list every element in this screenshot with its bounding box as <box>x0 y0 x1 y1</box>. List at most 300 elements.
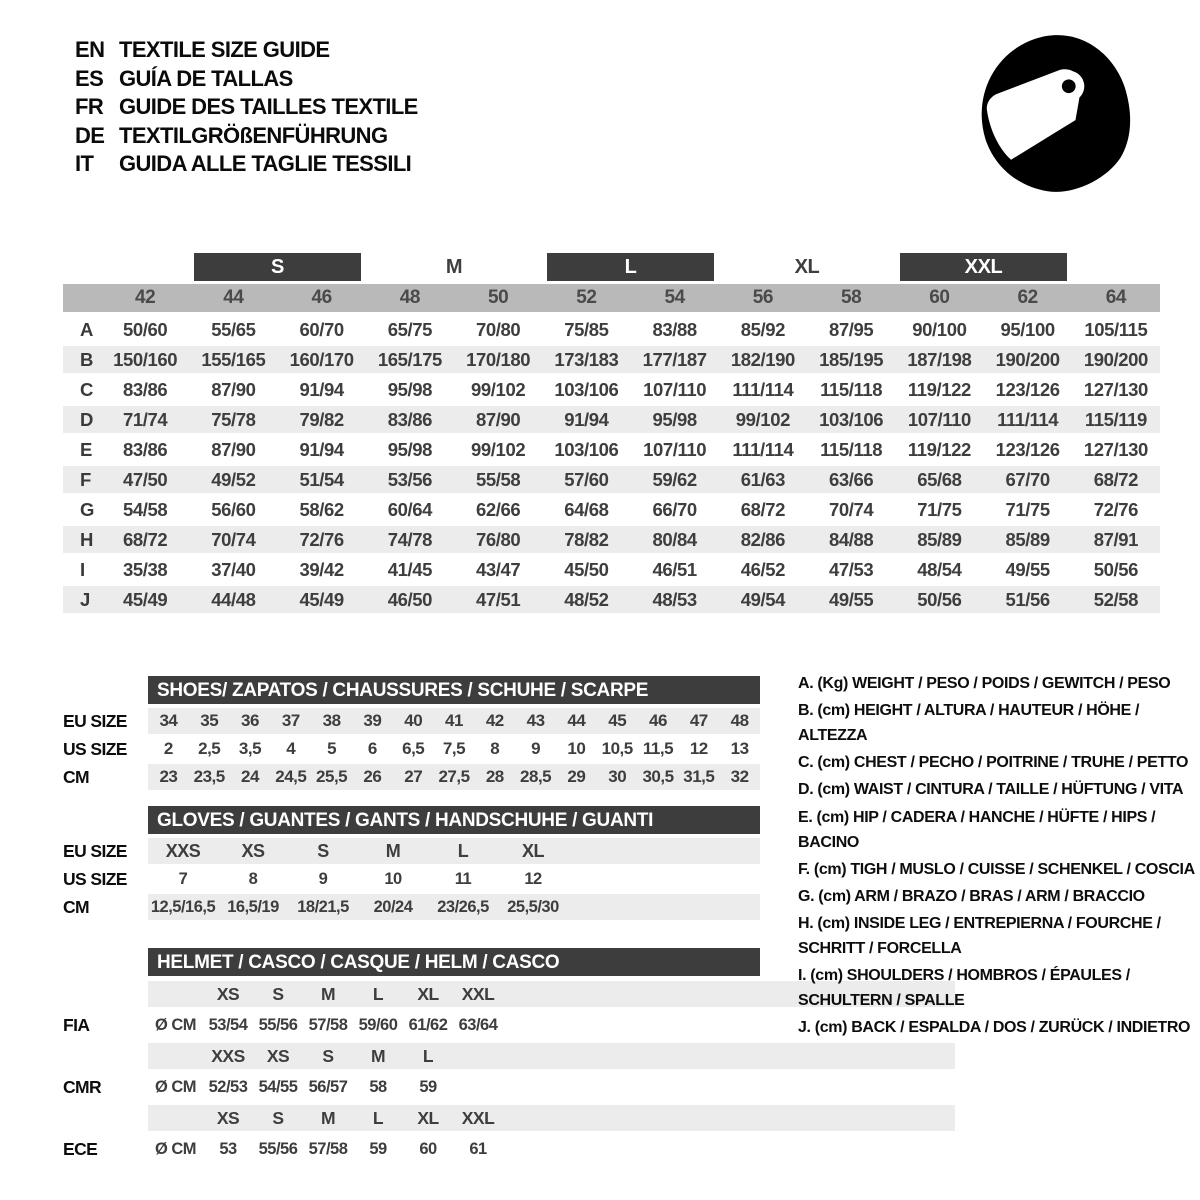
size-value: 56/60 <box>211 498 256 520</box>
size-table-row-g <box>63 496 1160 523</box>
row-label-us-size: US SIZE <box>63 738 127 759</box>
shoe-us-size: 9 <box>531 739 541 758</box>
helmet-size-label: M <box>320 1107 336 1128</box>
glove-cm-size: 18/21,5 <box>297 897 349 916</box>
helmet-cmr-values <box>148 1074 955 1100</box>
helmet-ece-sizes <box>148 1105 955 1131</box>
size-value: 71/75 <box>1005 498 1050 520</box>
size-value: 185/195 <box>819 348 884 370</box>
size-value: 35/38 <box>122 558 168 580</box>
shoe-cm-size: 24,5 <box>275 767 307 786</box>
size-value: 65/75 <box>387 318 433 340</box>
helmet-cmr-sizes-row <box>63 1043 955 1069</box>
size-value: 70/74 <box>211 528 256 550</box>
helmet-ece-value: 57/58 <box>308 1139 348 1158</box>
row-values <box>101 406 1160 433</box>
size-value: 87/91 <box>1093 528 1139 550</box>
size-value: 48/53 <box>652 588 697 610</box>
size-value: 123/126 <box>995 438 1060 460</box>
size-value: 47/51 <box>475 588 521 610</box>
size-value: 71/74 <box>122 408 168 430</box>
size-value: 95/98 <box>652 408 697 430</box>
glove-eu-size: M <box>385 840 401 861</box>
helmet-ece-values <box>148 1136 955 1162</box>
glove-eu-size: XL <box>521 840 544 861</box>
size-value: 170/180 <box>466 348 531 370</box>
row-letter: J <box>80 588 90 610</box>
size-band-header <box>63 253 1160 281</box>
numeric-size: 46 <box>311 287 332 308</box>
size-value: 91/94 <box>299 378 344 400</box>
size-value: 127/130 <box>1083 438 1148 460</box>
size-value: 107/110 <box>643 378 707 400</box>
size-value: 83/86 <box>387 408 433 430</box>
size-value: 119/122 <box>907 438 971 460</box>
size-value: 48/54 <box>917 558 962 580</box>
shoe-cm-size: 26 <box>363 767 382 786</box>
shoe-us-size: 12 <box>689 739 708 758</box>
numeric-sizes <box>101 284 1160 312</box>
shoe-eu-size: 47 <box>689 711 708 730</box>
shoe-eu-size: 44 <box>567 711 586 730</box>
glove-cm-size: 20/24 <box>373 897 413 916</box>
glove-us-size: 11 <box>454 869 472 888</box>
size-value: 83/86 <box>122 438 168 460</box>
size-value: 46/50 <box>387 588 433 610</box>
legend-item: A. (Kg) WEIGHT / PESO / POIDS / GEWITCH / PESO <box>798 675 1171 692</box>
size-value: 123/126 <box>995 378 1060 400</box>
shoe-cm-size: 28,5 <box>520 767 552 786</box>
shoe-us-size: 5 <box>327 739 337 758</box>
size-value: 165/175 <box>377 348 442 370</box>
helmet-size-label: XXL <box>461 983 495 1004</box>
size-value: 39/42 <box>299 558 344 580</box>
diameter-cm-unit: Ø CM <box>154 1077 197 1096</box>
size-value: 99/102 <box>471 378 526 400</box>
glove-us-size: 8 <box>248 869 258 888</box>
size-value: 62/66 <box>475 498 521 520</box>
helmet-size-label: XS <box>216 983 240 1004</box>
size-value: 177/187 <box>642 348 707 370</box>
shoe-us-size: 13 <box>730 739 749 758</box>
size-value: 84/88 <box>828 528 874 550</box>
helmet-cmr-value: 56/57 <box>308 1077 348 1096</box>
size-value: 87/95 <box>828 318 874 340</box>
legend-item: D. (cm) WAIST / CINTURA / TAILLE / HÜFTUNG / VITA <box>798 781 1184 799</box>
numeric-size: 52 <box>576 287 597 308</box>
size-value: 75/85 <box>564 318 609 340</box>
helmet-fia-value: 55/56 <box>258 1015 298 1034</box>
size-value: 91/94 <box>564 408 609 430</box>
helmet-ece-value: 61 <box>469 1139 487 1158</box>
language-code: IT <box>75 151 94 177</box>
shoe-eu-size: 43 <box>526 711 545 730</box>
gloves-eu-row <box>63 838 760 864</box>
size-value: 55/58 <box>475 468 521 490</box>
row-values <box>101 556 1160 583</box>
size-value: 115/118 <box>820 438 883 460</box>
language-code: FR <box>75 94 104 120</box>
size-value: 99/102 <box>735 408 790 430</box>
glove-eu-size: L <box>457 840 469 861</box>
legend-item: H. (cm) INSIDE LEG / ENTREPIERNA / FOURCHE / SCHRITT / FORCELLA <box>798 914 1161 958</box>
size-value: 103/106 <box>554 438 619 460</box>
legend-item: G. (cm) ARM / BRAZO / BRAS / ARM / BRACCIO <box>798 887 1145 905</box>
page-title-it: GUIDA ALLE TAGLIE TESSILI <box>119 151 412 177</box>
size-value: 82/86 <box>740 528 786 550</box>
size-table-row-d <box>63 406 1160 433</box>
helmet-size-label: XXS <box>211 1045 245 1066</box>
shoe-cm-size: 29 <box>567 767 586 786</box>
shoe-eu-size: 37 <box>281 711 300 730</box>
helmet-cmr-value: 58 <box>369 1077 387 1096</box>
shoe-eu-size: 36 <box>241 711 259 730</box>
size-value: 50/60 <box>122 318 168 340</box>
size-value: 52/58 <box>1093 588 1139 610</box>
helmet-ece-values-row <box>63 1136 955 1162</box>
helmet-size-label: XL <box>417 1107 439 1128</box>
numeric-size-band <box>63 284 1160 312</box>
glove-us-size: 7 <box>178 869 188 888</box>
size-value: 85/89 <box>917 528 962 550</box>
shoe-us-size: 2 <box>163 739 173 758</box>
size-value: 150/160 <box>113 348 178 370</box>
numeric-size: 50 <box>487 287 509 308</box>
helmet-cmr-value: 54/55 <box>258 1077 298 1096</box>
size-value: 57/60 <box>564 468 609 490</box>
size-table-row-a <box>63 316 1160 343</box>
language-row <box>75 65 418 94</box>
size-value: 45/49 <box>122 588 168 610</box>
size-value: 103/106 <box>554 378 619 400</box>
row-values <box>101 316 1160 343</box>
size-value: 160/170 <box>289 348 354 370</box>
size-value: 83/88 <box>652 318 697 340</box>
size-value: 95/98 <box>387 438 433 460</box>
size-value: 54/58 <box>122 498 168 520</box>
size-value: 45/50 <box>564 558 609 580</box>
shoe-eu-size: 48 <box>730 711 749 730</box>
language-row <box>75 93 418 122</box>
size-table-row-b <box>63 346 1160 373</box>
language-title-list <box>75 36 418 179</box>
size-value: 182/190 <box>730 348 795 370</box>
measurement-legend <box>798 671 1198 1043</box>
size-value: 107/110 <box>643 438 707 460</box>
shoe-us-size: 3,5 <box>238 739 262 758</box>
shoe-us-size: 10,5 <box>601 739 633 758</box>
language-code: EN <box>75 37 105 63</box>
row-letter: I <box>80 558 85 580</box>
glove-us-size: 12 <box>524 869 542 888</box>
helmet-title-bar: HELMET / CASCO / CASQUE / HELM / CASCO <box>148 948 760 976</box>
row-label-us-size: US SIZE <box>63 868 127 889</box>
size-value: 87/90 <box>211 378 256 400</box>
shoe-us-size: 11,5 <box>642 739 674 758</box>
size-value: 50/56 <box>917 588 962 610</box>
row-values <box>101 586 1160 613</box>
helmet-ece-value: 55/56 <box>258 1139 298 1158</box>
size-value: 105/115 <box>1084 318 1148 340</box>
numeric-size: 60 <box>929 287 950 308</box>
size-value: 78/82 <box>564 528 609 550</box>
size-value: 49/54 <box>740 588 786 610</box>
size-value: 83/86 <box>122 378 168 400</box>
shoe-us-size: 8 <box>490 739 500 758</box>
size-value: 115/118 <box>820 378 883 400</box>
legend-item: C. (cm) CHEST / PECHO / POITRINE / TRUHE / PETTO <box>798 754 1189 772</box>
numeric-size: 58 <box>840 287 862 308</box>
size-value: 103/106 <box>819 408 884 430</box>
row-values <box>101 496 1160 523</box>
size-value: 43/47 <box>475 558 521 580</box>
helmet-cmr-sizes <box>148 1043 955 1069</box>
row-label-cmr: CMR <box>63 1076 102 1097</box>
numeric-size: 44 <box>223 287 244 308</box>
size-value: 37/40 <box>211 558 256 580</box>
size-value: 91/94 <box>299 438 344 460</box>
shoe-cm-size: 24 <box>241 767 259 786</box>
row-letter: D <box>80 408 93 430</box>
row-values <box>101 436 1160 463</box>
helmet-size-label: XL <box>417 983 439 1004</box>
size-band-m: M <box>445 256 463 278</box>
helmet-size-label: S <box>272 1107 284 1128</box>
legend-item: F. (cm) TIGH / MUSLO / CUISSE / SCHENKEL / COSCIA <box>798 860 1195 878</box>
size-band-xxl: XXL <box>900 253 1067 281</box>
size-value: 87/90 <box>211 438 256 460</box>
gloves-eu-values <box>148 838 760 864</box>
size-value: 190/200 <box>1083 348 1148 370</box>
size-table-row-h <box>63 526 1160 553</box>
row-letter: E <box>80 438 92 460</box>
row-values <box>101 346 1160 373</box>
shoes-cm-values <box>148 764 760 790</box>
size-table-row-f <box>63 466 1160 493</box>
size-value: 119/122 <box>907 378 971 400</box>
size-value: 99/102 <box>471 438 526 460</box>
helmet-size-label: L <box>422 1045 434 1066</box>
gloves-cm-row <box>63 894 760 920</box>
size-value: 76/80 <box>475 528 521 550</box>
helmet-size-label: XS <box>266 1045 290 1066</box>
size-value: 49/52 <box>211 468 256 490</box>
helmet-fia-value: 53/54 <box>208 1015 248 1034</box>
size-value: 46/51 <box>652 558 697 580</box>
size-value: 107/110 <box>907 408 971 430</box>
size-value: 46/52 <box>740 558 786 580</box>
size-value: 47/53 <box>828 558 874 580</box>
row-letter: B <box>80 348 93 370</box>
helmet-cmr-values-row <box>63 1074 955 1100</box>
size-value: 59/62 <box>652 468 697 490</box>
shoes-table <box>63 676 760 790</box>
size-value: 79/82 <box>299 408 344 430</box>
glove-eu-size: S <box>317 840 329 861</box>
size-value: 50/56 <box>1093 558 1139 580</box>
shoe-us-size: 6,5 <box>402 739 425 758</box>
row-label-cm: CM <box>63 896 90 917</box>
shoe-eu-size: 40 <box>404 711 423 730</box>
size-band-l: L <box>547 253 714 281</box>
helmet-cmr-value: 59 <box>419 1077 437 1096</box>
size-value: 41/45 <box>387 558 433 580</box>
glove-us-size: 9 <box>318 869 328 888</box>
size-table-row-e <box>63 436 1160 463</box>
size-value: 155/165 <box>201 348 266 370</box>
size-value: 111/114 <box>732 378 794 400</box>
size-value: 190/200 <box>995 348 1060 370</box>
row-label-eu-size: EU SIZE <box>63 710 127 731</box>
row-label-cm: CM <box>63 766 90 787</box>
shoe-eu-size: 41 <box>445 711 463 730</box>
size-value: 70/80 <box>475 318 521 340</box>
size-value: 80/84 <box>652 528 697 550</box>
row-letter: H <box>80 528 93 550</box>
shoes-us-row <box>63 736 760 762</box>
numeric-size: 48 <box>399 287 421 308</box>
language-row <box>75 122 418 151</box>
shoe-us-size: 7,5 <box>442 739 466 758</box>
gloves-cm-values <box>148 894 760 920</box>
size-value: 60/64 <box>387 498 433 520</box>
numeric-size: 42 <box>134 287 156 308</box>
size-table-row-c <box>63 376 1160 403</box>
size-band-s: S <box>194 253 361 281</box>
page-title: TEXTILE SIZE GUIDE <box>119 37 330 63</box>
row-label-eu-size: EU SIZE <box>63 840 127 861</box>
shoes-cm-row <box>63 764 760 790</box>
row-values <box>101 466 1160 493</box>
size-value: 85/92 <box>740 318 786 340</box>
size-value: 72/76 <box>1093 498 1139 520</box>
size-value: 68/72 <box>1093 468 1139 490</box>
helmet-size-label: XS <box>216 1107 240 1128</box>
size-value: 48/52 <box>564 588 609 610</box>
legend-item: E. (cm) HIP / CADERA / HANCHE / HÜFTE / HIPS / BACINO <box>798 808 1156 851</box>
helmet-cmr-value: 52/53 <box>208 1077 248 1096</box>
size-value: 87/90 <box>475 408 521 430</box>
row-letter: C <box>80 378 93 400</box>
page-title-fr: GUIDE DES TAILLES TEXTILE <box>119 94 418 120</box>
size-value: 45/49 <box>299 588 344 610</box>
size-value: 95/98 <box>387 378 433 400</box>
size-value: 61/63 <box>740 468 786 490</box>
shoe-cm-size: 32 <box>730 767 749 786</box>
size-value: 60/70 <box>299 318 344 340</box>
row-label-ece: ECE <box>63 1138 98 1159</box>
helmet-fia-value: 63/64 <box>458 1015 498 1034</box>
shoe-eu-size: 39 <box>363 711 382 730</box>
helmet-size-label: M <box>370 1045 386 1066</box>
helmet-fia-value: 59/60 <box>358 1015 398 1034</box>
shoes-eu-values <box>148 708 760 734</box>
shoe-eu-size: 38 <box>322 711 341 730</box>
numeric-size: 64 <box>1105 287 1127 308</box>
shoe-eu-size: 46 <box>649 711 667 730</box>
helmet-size-label: S <box>272 983 284 1004</box>
size-value: 72/76 <box>299 528 344 550</box>
size-value: 127/130 <box>1083 378 1148 400</box>
shoes-eu-row <box>63 708 760 734</box>
size-value: 74/78 <box>387 528 433 550</box>
shoe-cm-size: 31,5 <box>683 767 715 786</box>
size-value: 55/65 <box>211 318 256 340</box>
helmet-ece-value: 59 <box>369 1139 387 1158</box>
shoe-eu-size: 35 <box>200 711 219 730</box>
helmet-size-label: L <box>372 1107 384 1128</box>
size-value: 68/72 <box>740 498 786 520</box>
shoe-us-size: 6 <box>367 739 377 758</box>
helmet-size-label: S <box>322 1045 334 1066</box>
legend-item: B. (cm) HEIGHT / ALTURA / HAUTEUR / HÖHE / ALTEZZA <box>798 702 1140 745</box>
page-title-de: TEXTILGRÖßENFÜHRUNG <box>119 122 388 148</box>
gloves-title-bar: GLOVES / GUANTES / GANTS / HANDSCHUHE / GUANTI <box>148 806 760 834</box>
glove-cm-size: 12,5/16,5 <box>150 897 216 916</box>
language-row <box>75 36 418 65</box>
helmet-size-label: M <box>320 983 336 1004</box>
size-value: 63/66 <box>828 468 874 490</box>
size-value: 68/72 <box>122 528 168 550</box>
page-title-es: GUÍA DE TALLAS <box>119 65 293 91</box>
helmet-ece-value: 60 <box>419 1139 437 1158</box>
size-value: 70/74 <box>828 498 874 520</box>
size-value: 44/48 <box>211 588 256 610</box>
row-label-fia: FIA <box>63 1014 90 1035</box>
shoe-eu-size: 42 <box>485 711 504 730</box>
size-value: 111/114 <box>732 438 794 460</box>
language-code: DE <box>75 122 105 148</box>
size-value: 115/119 <box>1084 408 1147 430</box>
size-value: 67/70 <box>1005 468 1050 490</box>
garment-size-table <box>63 253 1160 616</box>
glove-eu-size: XS <box>241 840 265 861</box>
diameter-cm-unit: Ø CM <box>154 1015 197 1034</box>
shoe-eu-size: 34 <box>159 711 178 730</box>
size-value: 111/114 <box>997 408 1059 430</box>
shoe-us-size: 10 <box>567 739 586 758</box>
size-value: 49/55 <box>1005 558 1050 580</box>
diameter-cm-unit: Ø CM <box>154 1139 197 1158</box>
size-band-xl: XL <box>794 256 820 278</box>
row-letter: A <box>80 318 93 340</box>
size-value: 53/56 <box>387 468 433 490</box>
gloves-us-row <box>63 866 760 892</box>
language-code: ES <box>75 65 104 91</box>
shoe-cm-size: 23,5 <box>193 767 225 786</box>
shoe-cm-size: 30,5 <box>642 767 674 786</box>
size-value: 51/54 <box>299 468 344 490</box>
size-value: 49/55 <box>828 588 874 610</box>
legend-item: I. (cm) SHOULDERS / HOMBROS / ÉPAULES / SCHULTERN / SPALLE <box>798 967 1130 1010</box>
row-letter: F <box>80 468 91 490</box>
size-table-row-i <box>63 556 1160 583</box>
shoe-us-size: 4 <box>286 739 296 758</box>
size-value: 51/56 <box>1005 588 1050 610</box>
size-value: 75/78 <box>211 408 256 430</box>
row-values <box>101 376 1160 403</box>
shoe-cm-size: 25,5 <box>316 767 348 786</box>
helmet-ece-sizes-row <box>63 1105 955 1131</box>
shoe-cm-size: 30 <box>608 767 627 786</box>
glove-us-size: 10 <box>384 869 402 888</box>
shoes-title-bar: SHOES/ ZAPATOS / CHAUSSURES / SCHUHE / SCARPE <box>148 676 760 704</box>
shoe-us-size: 2,5 <box>198 739 221 758</box>
glove-cm-size: 16,5/19 <box>227 897 279 916</box>
shoe-cm-size: 28 <box>485 767 504 786</box>
language-row <box>75 150 418 179</box>
size-value: 85/89 <box>1005 528 1050 550</box>
